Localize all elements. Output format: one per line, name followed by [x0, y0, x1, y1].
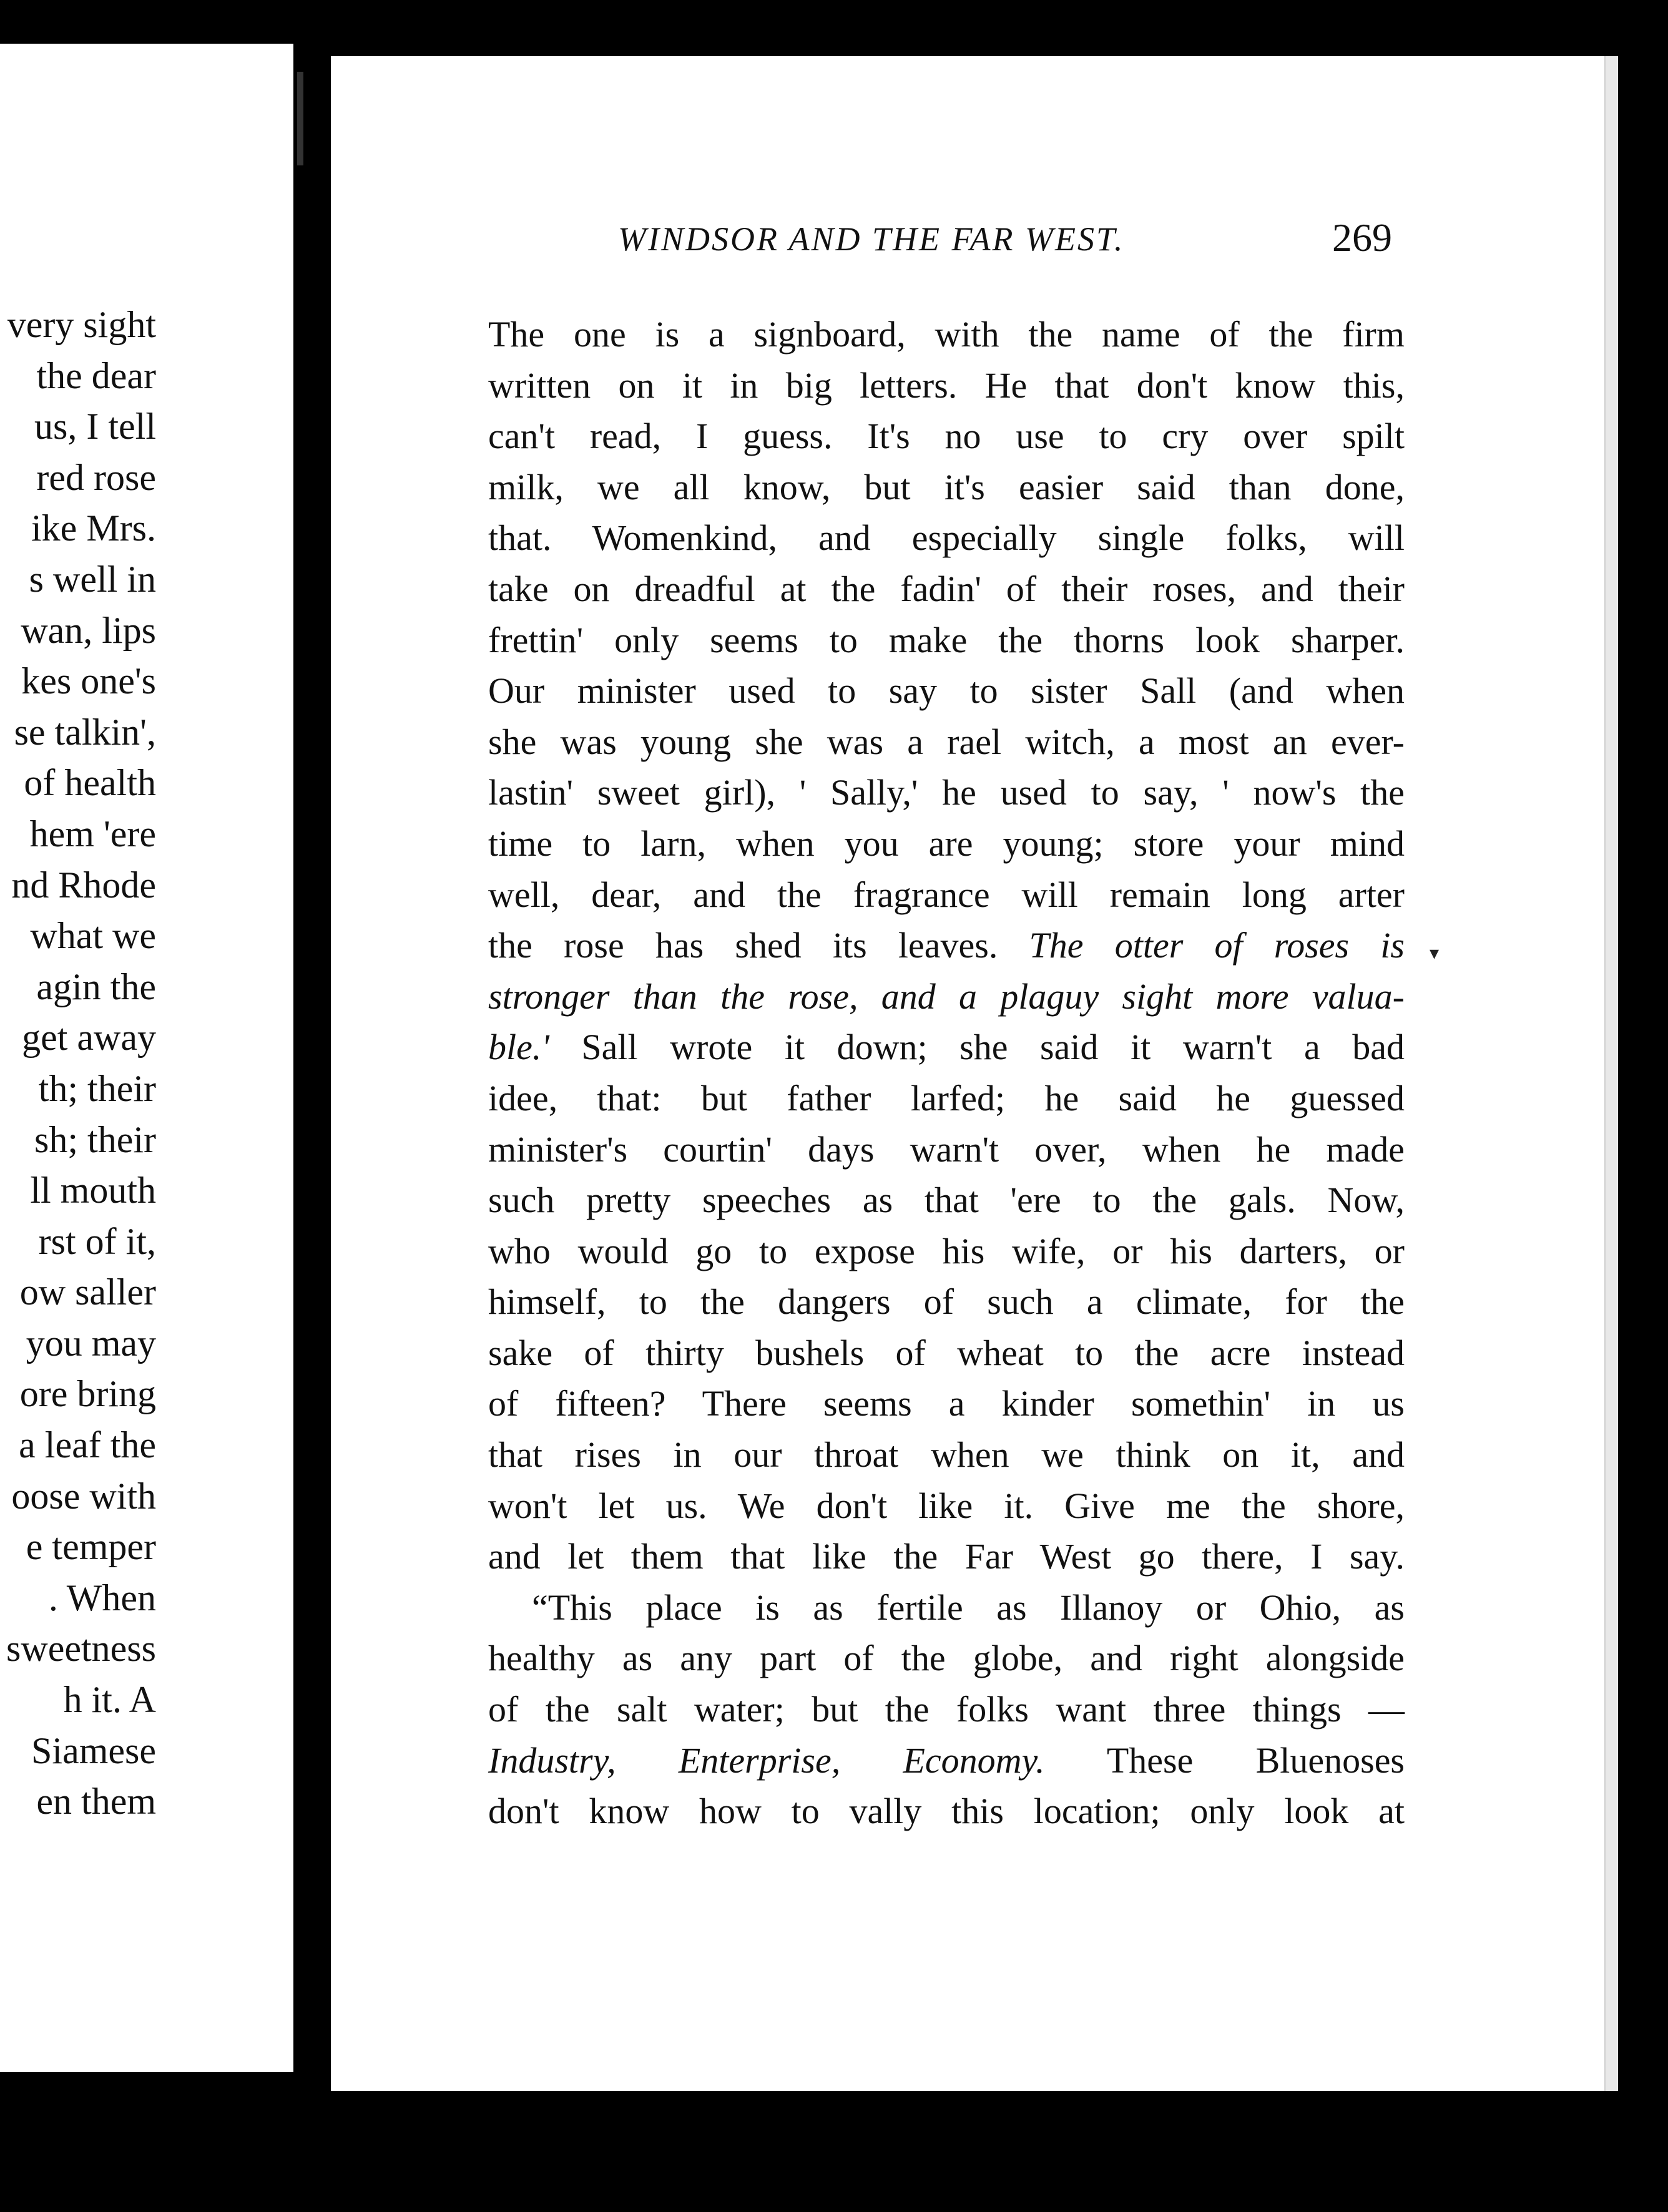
facing-line: nd Rhode — [11, 864, 156, 906]
text-line: lastin' sweet girl), ' Sally,' he used to say, ' now's the — [488, 772, 1405, 813]
running-title: WINDSOR AND THE FAR WEST. — [618, 220, 1125, 258]
text-line-mixed — [488, 1735, 1405, 1786]
text-line: that rises in our throat when we think on it, and — [488, 1434, 1405, 1475]
text-line: of fifteen? There seems a kinder somethin' in us — [488, 1383, 1405, 1424]
facing-line: sh; their — [34, 1118, 156, 1160]
facing-line: ike Mrs. — [31, 507, 156, 549]
facing-line: s well in — [29, 558, 156, 600]
facing-line: you may — [26, 1322, 156, 1364]
text-line-italic: stronger than the rose, and a plaguy sight more valua- — [488, 976, 1405, 1017]
facing-line: ore bring — [19, 1373, 156, 1415]
facing-line: se talkin', — [14, 711, 156, 753]
text-roman: These Bluenoses — [1106, 1740, 1405, 1781]
facing-line: kes one's — [21, 660, 156, 702]
text-line: that. Womenkind, and especially single folks, will — [488, 517, 1405, 559]
facing-line: ll mouth — [30, 1170, 156, 1211]
text-line-mixed — [488, 920, 1405, 971]
text-line: won't let us. We don't like it. Give me the shore, — [488, 1485, 1405, 1526]
facing-line: sweetness — [6, 1628, 156, 1670]
text-roman: the rose has shed its leaves. — [488, 925, 998, 966]
facing-line: en them — [36, 1781, 156, 1823]
text-line: written on it in big letters. He that don't know this, — [488, 365, 1405, 406]
facing-line: rst of it, — [38, 1220, 156, 1262]
text-line-mixed — [488, 1022, 1405, 1073]
binding-mark — [297, 72, 303, 165]
facing-page-text — [0, 300, 156, 1828]
text-italic: The otter of roses is — [1029, 925, 1405, 966]
facing-line: e temper — [26, 1526, 156, 1568]
facing-line: th; their — [38, 1067, 156, 1109]
facing-line: agin the — [36, 966, 156, 1007]
text-line: don't know how to vally this location; only look at — [488, 1791, 1405, 1832]
facing-line: of health — [24, 762, 156, 804]
facing-line: Siamese — [31, 1730, 156, 1771]
text-line: of the salt water; but the folks want three things — — [488, 1689, 1405, 1730]
text-line: The one is a signboard, with the name of the firm — [488, 314, 1405, 355]
text-line: sake of thirty bushels of wheat to the acre instead — [488, 1332, 1405, 1373]
text-line: well, dear, and the fragrance will remain long arter — [488, 874, 1405, 915]
paragraph-end-line: and let them that like the Far West go there, I say. — [488, 1536, 1405, 1577]
text-line: can't read, I guess. It's no use to cry over spilt — [488, 416, 1405, 457]
text-roman: Sall wrote it down; she said it warn't a bad — [581, 1027, 1405, 1068]
text-line: time to larn, when you are young; store your mind — [488, 823, 1405, 864]
book-gutter — [293, 0, 331, 2212]
text-line: healthy as any part of the globe, and right alongside — [488, 1638, 1405, 1679]
facing-line: the dear — [36, 355, 156, 396]
text-line: take on dreadful at the fadin' of their roses, and their — [488, 568, 1405, 609]
text-line: who would go to expose his wife, or his darters, or — [488, 1230, 1405, 1271]
facing-line: very sight — [7, 304, 156, 345]
facing-line: what we — [30, 915, 156, 957]
paragraph-start-line: “This place is as fertile as Illanoy or Ohio, as — [532, 1587, 1405, 1628]
facing-line: get away — [22, 1017, 156, 1059]
text-line: she was young she was a rael witch, a most an ever- — [488, 721, 1405, 762]
running-header — [618, 215, 1392, 288]
facing-page-left — [0, 44, 293, 2072]
facing-line: a leaf the — [19, 1424, 156, 1466]
text-line: himself, to the dangers of such a climate, for the — [488, 1281, 1405, 1323]
text-line: milk, we all know, but it's easier said than done, — [488, 466, 1405, 507]
facing-line: hem 'ere — [29, 813, 156, 854]
facing-line: oose with — [11, 1475, 156, 1517]
text-line: frettin' only seems to make the thorns look sharper. — [488, 619, 1405, 660]
text-line: such pretty speeches as that 'ere to the gals. Now, — [488, 1180, 1405, 1221]
facing-line: ow saller — [19, 1271, 156, 1313]
facing-line: red rose — [36, 456, 156, 498]
facing-line: . When — [48, 1577, 156, 1618]
facing-line: h it. A — [63, 1679, 156, 1721]
body-text — [488, 309, 1405, 1837]
page-number: 269 — [1332, 215, 1392, 260]
text-line: idee, that: but father larfed; he said he guessed — [488, 1077, 1405, 1118]
facing-line: wan, lips — [21, 609, 156, 651]
text-line: Our minister used to say to sister Sall (and when — [488, 670, 1405, 712]
text-line: minister's courtin' days warn't over, when he made — [488, 1128, 1405, 1170]
text-italic: ble.' — [488, 1027, 549, 1068]
text-italic: Industry, Enterprise, Economy. — [488, 1740, 1045, 1781]
facing-line: us, I tell — [34, 406, 156, 448]
page-edge — [1604, 56, 1618, 2091]
margin-mark-icon: ▾ — [1430, 943, 1440, 964]
